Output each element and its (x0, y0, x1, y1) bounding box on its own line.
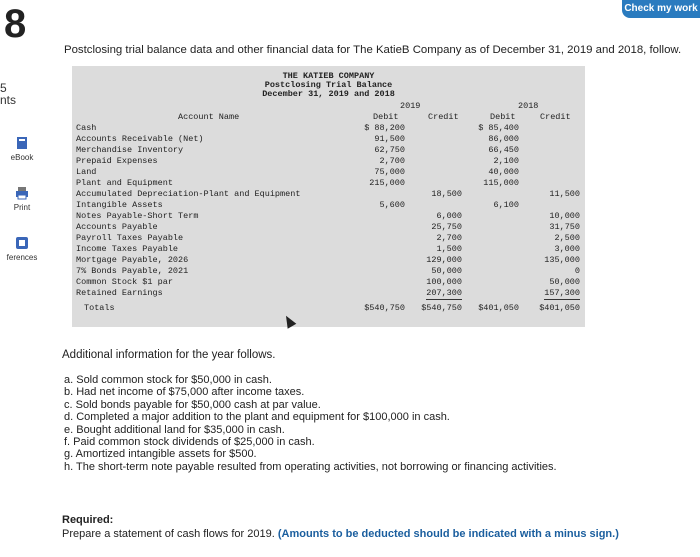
additional-info-item: h. The short-term note payable resulted from operating activities, not borrowing or financing activities. (64, 460, 557, 473)
account-name: Prepaid Expenses (76, 156, 158, 166)
sidebar-label-ebook: eBook (10, 153, 34, 162)
totals-label: Totals (84, 303, 115, 313)
sidebar-label-print: Print (13, 203, 31, 212)
credit-2019-cell: 207,300 (426, 288, 462, 298)
account-name: Merchandise Inventory (76, 145, 184, 155)
account-name: Accumulated Depreciation-Plant and Equipment (76, 189, 301, 199)
account-name: Income Taxes Payable (76, 244, 179, 254)
debit-2019-cell: 62,750 (374, 145, 405, 155)
credit-2018-cell: 50,000 (549, 277, 580, 287)
debit-2019-cell: 2,700 (379, 156, 405, 166)
year-2019-header: 2019 (400, 101, 421, 111)
account-name-header: Account Name (178, 112, 240, 122)
account-name: Land (76, 167, 97, 177)
required-emphasis: (Amounts to be deducted should be indicated with a minus sign.) (277, 528, 619, 540)
credit-2018-cell: 11,500 (549, 189, 580, 199)
account-name: Notes Payable-Short Term (76, 211, 199, 221)
credit-2019-header: Credit (428, 112, 459, 122)
credit-2018-cell: 10,000 (549, 211, 580, 221)
debit-2018-cell: $ 85,400 (478, 123, 519, 133)
printer-icon (15, 186, 29, 200)
problem-title: Postclosing trial balance data and other financial data for The KatieB Company as of December 31, 2019 and 2018, follow. (64, 44, 682, 56)
credit-2018-cell: 157,300 (544, 288, 580, 298)
statement-date: December 31, 2019 and 2018 (262, 89, 395, 99)
credit-2018-cell: 3,000 (554, 244, 580, 254)
points-label: nts (0, 93, 17, 107)
debit-2018-cell: 6,100 (493, 200, 519, 210)
additional-info-item: b. Had net income of $75,000 after income taxes. (64, 386, 305, 399)
debit-2019-header: Debit (373, 112, 399, 122)
credit-2018-header: Credit (540, 112, 571, 122)
account-name: Accounts Payable (76, 222, 158, 232)
points-value: 5 (0, 81, 7, 95)
sidebar-item-print[interactable] (0, 186, 44, 212)
account-name: Common Stock $1 par (76, 277, 173, 287)
account-name: Retained Earnings (76, 288, 163, 298)
debit-2018-cell: 86,000 (488, 134, 519, 144)
debit-2019-cell: $540,750 (364, 303, 405, 313)
account-name: Accounts Receivable (Net) (76, 134, 204, 144)
credit-2018-cell: 0 (574, 266, 580, 276)
required-text: Prepare a statement of cash flows for 2019. (62, 528, 275, 540)
credit-2019-cell: 6,000 (436, 211, 462, 221)
required-label: Required: (62, 514, 114, 526)
sidebar-label-references: ferences (6, 253, 38, 262)
credit-2019-cell: 2,700 (436, 233, 462, 243)
credit-2019-cell: 129,000 (426, 255, 462, 265)
credit-2018-cell: 2,500 (554, 233, 580, 243)
references-icon (15, 236, 29, 250)
credit-2018-cell: $401,050 (539, 303, 580, 313)
account-name: Plant and Equipment (76, 178, 173, 188)
account-name: Payroll Taxes Payable (76, 233, 184, 243)
company-name: THE KATIEB COMPANY (282, 71, 375, 81)
debit-2019-cell: 75,000 (374, 167, 405, 177)
additional-info-item: d. Completed a major addition to the plant and equipment for $100,000 in cash. (64, 411, 450, 424)
account-name: Mortgage Payable, 2026 (76, 255, 189, 265)
required-instructions (62, 528, 619, 540)
points-indicator (0, 82, 16, 106)
credit-2019-cell: 18,500 (431, 189, 462, 199)
additional-info-heading: Additional information for the year follows. (62, 349, 276, 361)
credit-2019-cell: $540,750 (421, 303, 462, 313)
debit-2019-cell: 5,600 (379, 200, 405, 210)
debit-2018-cell: 40,000 (488, 167, 519, 177)
credit-2018-cell: 135,000 (544, 255, 580, 265)
additional-info-item: e. Bought additional land for $35,000 in cash. (64, 423, 285, 436)
account-name: Cash (76, 123, 97, 133)
credit-2019-cell: 100,000 (426, 277, 462, 287)
additional-info-item: g. Amortized intangible assets for $500. (64, 448, 257, 461)
question-number: 8 (4, 2, 27, 46)
debit-2019-cell: 215,000 (369, 178, 405, 188)
additional-info-item: c. Sold bonds payable for $50,000 cash at par value. (64, 398, 321, 411)
debit-2018-cell: 2,100 (493, 156, 519, 166)
debit-2018-header: Debit (490, 112, 516, 122)
debit-2018-cell: 66,450 (488, 145, 519, 155)
additional-info-item: a. Sold common stock for $50,000 in cash. (64, 374, 272, 386)
debit-2018-cell: 115,000 (483, 178, 519, 188)
debit-2018-cell: $401,050 (478, 303, 519, 313)
trial-balance-table (72, 66, 585, 327)
statement-name: Postclosing Trial Balance (264, 80, 393, 90)
account-name: Intangible Assets (76, 200, 163, 210)
sidebar-item-references[interactable] (0, 236, 44, 262)
check-my-work-button[interactable]: Check my work (622, 0, 700, 18)
year-2018-header: 2018 (518, 101, 539, 111)
book-icon (15, 136, 29, 150)
debit-2019-cell: $ 88,200 (364, 123, 405, 133)
debit-2019-cell: 91,500 (374, 134, 405, 144)
account-name: 7% Bonds Payable, 2021 (76, 266, 189, 276)
credit-2019-cell: 25,750 (431, 222, 462, 232)
credit-2018-cell: 31,750 (549, 222, 580, 232)
credit-2019-cell: 50,000 (431, 266, 462, 276)
credit-2019-cell: 1,500 (436, 244, 462, 254)
additional-info-item: f. Paid common stock dividends of $25,000 in cash. (64, 436, 315, 448)
sidebar-item-ebook[interactable] (0, 136, 44, 162)
